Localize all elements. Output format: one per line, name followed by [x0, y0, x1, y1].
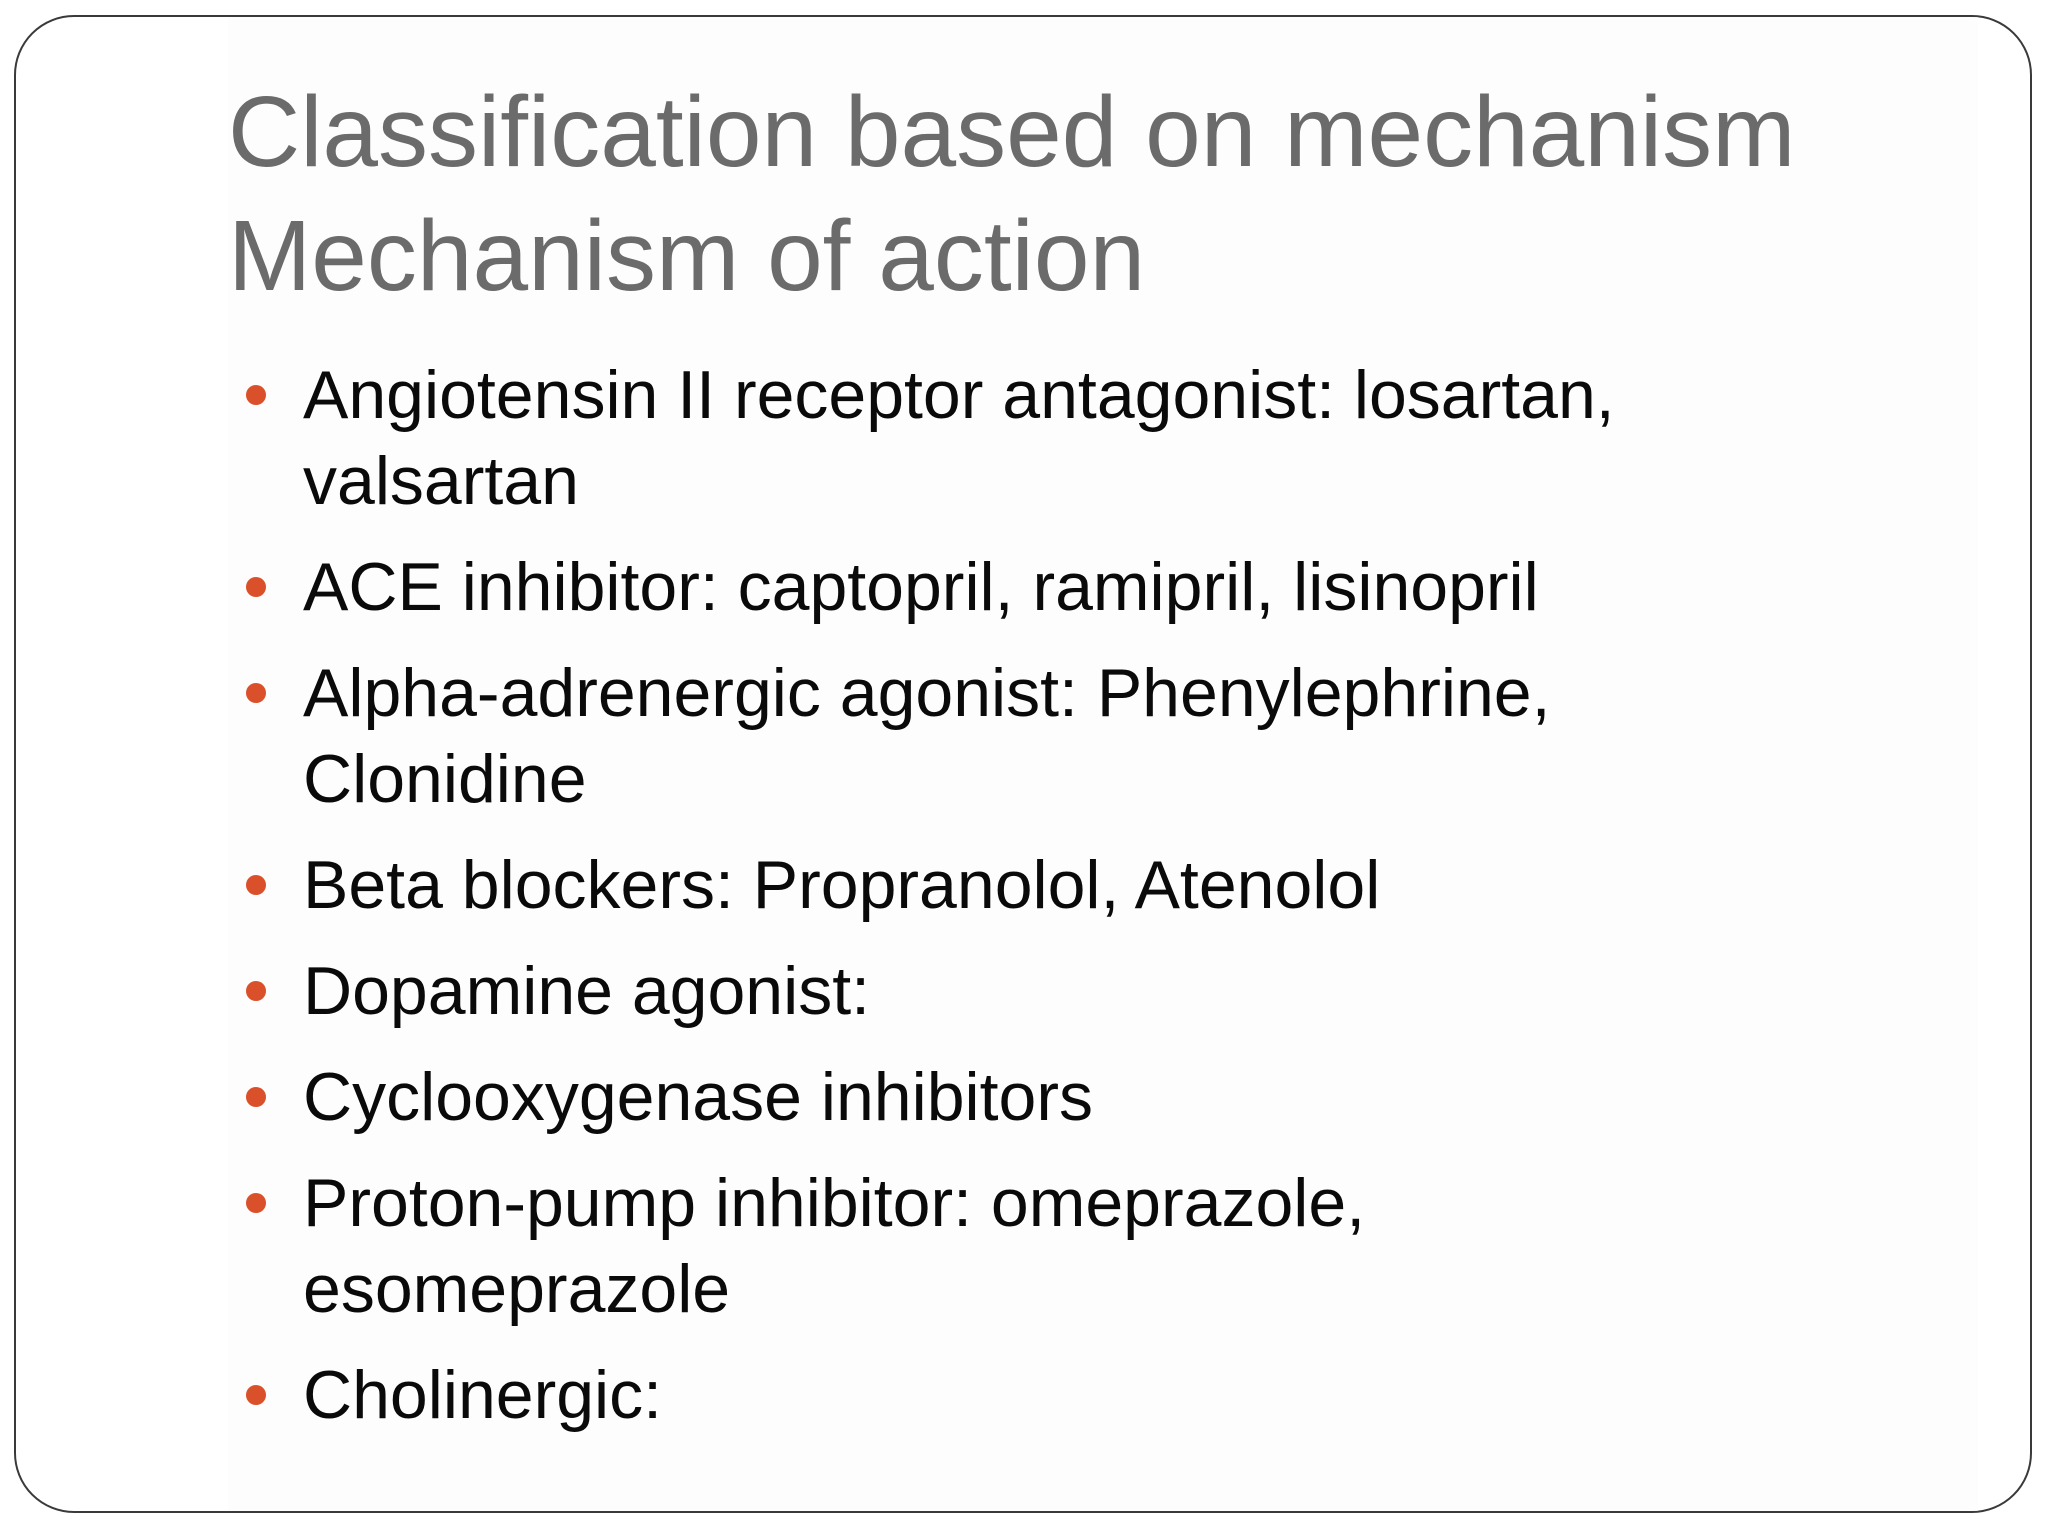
bullet-dot-icon — [246, 1385, 266, 1405]
slide-title — [228, 70, 2008, 318]
title-line-2: Mechanism of action — [228, 200, 1146, 312]
bullet-item — [228, 650, 1788, 822]
bullet-text: Alpha-adrenergic agonist: Phenylephrine, Clonidine — [303, 655, 1551, 817]
bullet-dot-icon — [246, 1087, 266, 1107]
title-line-1: Classification based on mechanism — [228, 76, 1796, 188]
bullet-item — [228, 842, 1788, 928]
bullet-dot-icon — [246, 683, 266, 703]
bullet-text: Angiotensin II receptor antagonist: losartan, valsartan — [303, 357, 1615, 519]
bullet-dot-icon — [246, 577, 266, 597]
bullet-dot-icon — [246, 981, 266, 1001]
bullet-text: Dopamine agonist: — [303, 953, 871, 1029]
slide-frame — [14, 15, 2032, 1513]
bullet-item — [228, 948, 1788, 1034]
bullet-item — [228, 1054, 1788, 1140]
bullet-dot-icon — [246, 1193, 266, 1213]
bullet-text: Beta blockers: Propranolol, Atenolol — [303, 847, 1381, 923]
bullet-text: Proton-pump inhibitor: omeprazole, esomeprazole — [303, 1165, 1366, 1327]
bullet-item — [228, 1352, 1788, 1438]
bullet-list — [228, 352, 1788, 1458]
bullet-text: ACE inhibitor: captopril, ramipril, lisinopril — [303, 549, 1539, 625]
bullet-item — [228, 544, 1788, 630]
bullet-dot-icon — [246, 875, 266, 895]
bullet-item — [228, 1160, 1788, 1332]
bullet-dot-icon — [246, 385, 266, 405]
bullet-text: Cholinergic: — [303, 1357, 663, 1433]
bullet-item — [228, 352, 1788, 524]
bullet-text: Cyclooxygenase inhibitors — [303, 1059, 1093, 1135]
